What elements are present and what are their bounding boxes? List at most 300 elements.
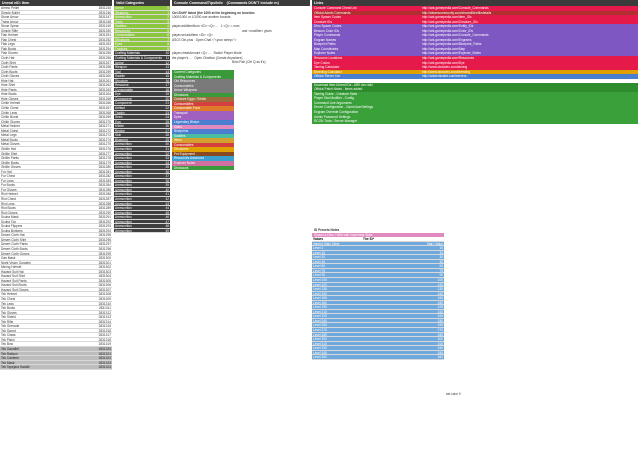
category-tag[interactable]: Consumables — [172, 102, 234, 107]
item-name: Stone Arrow — [1, 15, 19, 20]
category-value: 45 — [165, 210, 169, 215]
item-id: 2831317 — [98, 333, 111, 338]
presets-values-row: Values The ID* — [312, 237, 444, 242]
category-row[interactable] — [114, 229, 170, 234]
item-name: Night Vision Goggles — [1, 260, 31, 265]
link-url[interactable]: http://ark.gamepedia.com/Item_IDs — [420, 15, 638, 20]
category-value: 22 — [165, 106, 169, 111]
link-title: Dino Spawn Codes — [312, 24, 420, 29]
preset-label: Level 165 — [313, 296, 327, 301]
preset-value: 150 — [437, 291, 443, 296]
item-id: 2831292 — [98, 219, 111, 224]
item-name: Tek Sword — [1, 328, 16, 333]
category-value: 10 — [165, 51, 169, 56]
console-tip: Bind Fish (Ctrl Q as it's) — [232, 60, 266, 65]
category-name: Weapon — [115, 65, 127, 70]
item-name: Metal Helmet — [1, 124, 20, 129]
item-name: Ghillie Boots — [1, 160, 19, 165]
item-name: Cloth Gloves — [1, 74, 20, 79]
preset-value: Stat / Value — [426, 241, 443, 246]
item-name: Flak Helmet — [1, 33, 19, 38]
preset-value: 75 — [439, 268, 443, 273]
item-id: 2831272 — [98, 128, 111, 133]
category-tag[interactable]: Consumable Food — [172, 106, 234, 111]
item-id: 2831285 — [98, 187, 111, 192]
item-name: Fur Legs — [1, 178, 14, 183]
category-value: 36 — [165, 169, 169, 174]
item-name: Ghillie Shirt — [1, 151, 18, 156]
category-name: Ammunition — [115, 183, 132, 188]
link-title: Item Spawn Codes — [312, 15, 420, 20]
item-name: Flak Legs — [1, 42, 15, 47]
item-name: Tek Tapejara Saddle — [1, 365, 30, 370]
category-value: 35 — [165, 165, 169, 170]
item-id: 2831265 — [98, 96, 111, 101]
item-name: Metal Gloves — [1, 142, 20, 147]
preset-label: Level 330 — [313, 346, 327, 351]
resource-link[interactable]: Command Line Arguments — [312, 101, 638, 106]
link-url[interactable]: http://ark.gamepedia.com/Map — [420, 47, 638, 52]
item-id: 2831318 — [98, 337, 111, 342]
item-id: 2831262 — [98, 83, 111, 88]
preset-label: Level 1 — [313, 246, 324, 251]
item-name: Tek Legs — [1, 301, 14, 306]
category-tag[interactable]: Resources Advanced — [172, 156, 234, 161]
category-value: 2 — [167, 15, 169, 20]
presets-title: ID Presets Notes — [312, 228, 444, 233]
category-tag[interactable]: Dinosaurs — [172, 166, 234, 171]
item-id: 2831266 — [98, 101, 111, 106]
category-value: 41 — [165, 192, 169, 197]
link-url[interactable]: http://arkdedicated.com/servers — [420, 74, 638, 79]
item-name: Flak Boots — [1, 46, 17, 51]
preset-label: Level 270 — [313, 328, 327, 333]
preset-value: 360 — [437, 355, 443, 360]
console-tip: player.addItemNum <ID> <Q> ... 1 <Q> = num — [172, 24, 240, 29]
item-id: 2831312 — [98, 310, 111, 315]
preset-value: 135 — [437, 287, 443, 292]
category-name: Saddle — [115, 74, 125, 79]
resource-link[interactable]: Player Stat Modifier - Config — [312, 96, 638, 101]
category-value: 39 — [165, 183, 169, 188]
category-name: Seed — [115, 115, 123, 120]
category-tag[interactable]: Transport — [172, 111, 234, 116]
category-name: Ammunition — [115, 228, 132, 233]
category-value: 4 — [167, 24, 169, 29]
category-name: Component — [115, 96, 132, 101]
item-id: 2831321 — [98, 351, 111, 356]
item-name: Cloth Boots — [1, 69, 18, 74]
link-url[interactable]: http://ark.gamepedia.com/Color_IDs — [420, 29, 638, 34]
category-name: Ammunition — [115, 201, 132, 206]
category-name: Skin — [115, 133, 122, 138]
item-name: Ghillie Gloves — [1, 165, 21, 170]
item-id: 2831260 — [98, 74, 111, 79]
category-value: 0 — [167, 6, 169, 10]
item-name: Riot Helmet — [1, 192, 18, 197]
side-note: set color 0 — [446, 392, 461, 396]
preset-value: 270 — [437, 328, 443, 333]
category-value: 25 — [165, 119, 169, 124]
item-id: 2831324 — [98, 365, 111, 370]
category-value: 38 — [165, 178, 169, 183]
item-name: Riot Chest — [1, 196, 16, 201]
item-name: Tek Helmet — [1, 292, 17, 297]
preset-label: Level 45 — [313, 259, 326, 264]
preset-value: 90 — [439, 273, 443, 278]
preset-label: Level 60 — [313, 264, 326, 269]
item-id: 2831304 — [98, 274, 111, 279]
item-id: 2831320 — [98, 347, 111, 352]
preset-label: Level 345 — [313, 350, 327, 355]
category-value: 6 — [167, 33, 169, 38]
category-value: 7 — [167, 37, 169, 42]
category-value: 31 — [165, 146, 169, 151]
preset-value: 300 — [437, 337, 443, 342]
preset-value: 330 — [437, 346, 443, 351]
item-id: 2831264 — [98, 92, 111, 97]
link-title: Breeding Calculator — [312, 70, 420, 75]
links-column — [312, 0, 638, 124]
category-name: Saddles — [115, 24, 127, 29]
item-name: Hide Boots — [1, 92, 17, 97]
category-name: Structure — [115, 78, 128, 83]
preset-value: 255 — [437, 323, 443, 328]
item-name: Metal Legs — [1, 133, 17, 138]
item-name: Flak Gloves — [1, 51, 18, 56]
item-name: Hide Pants — [1, 87, 17, 92]
category-name: Tool — [115, 69, 121, 74]
category-tag[interactable]: Saddles — [172, 134, 234, 139]
category-tag[interactable]: Items — [172, 138, 234, 143]
category-name: Trophies — [115, 46, 128, 51]
item-name: Tek Grenade — [1, 324, 20, 329]
preset-label: Level 135 — [313, 287, 327, 292]
link-title: Beacon Color IDs — [312, 29, 420, 34]
category-value: 48 — [165, 224, 169, 229]
category-value: 21 — [165, 101, 169, 106]
preset-value: 10 — [439, 246, 443, 251]
item-name: Stone Spear — [1, 24, 19, 29]
link-url[interactable]: http://ark.gamepedia.com/Entity_IDs — [420, 24, 638, 29]
preset-value: 15 — [439, 250, 443, 255]
preset-label: Level 75 — [313, 268, 326, 273]
category-value: 12 — [165, 60, 169, 65]
item-name: Tranq Arrow — [1, 19, 19, 24]
item-name: Mining Helmet — [1, 265, 22, 270]
link-url[interactable]: http://ark.gamepedia.com/Creature_IDs — [420, 20, 638, 25]
category-tag[interactable]: Armor Weapons — [172, 88, 234, 93]
category-name: Consumable — [115, 87, 133, 92]
items-column — [0, 0, 112, 370]
console-tip: the player's ... Open Chatbox (Create Anywhere) — [172, 55, 243, 60]
category-tag[interactable]: Crafting Materials & Components — [172, 75, 234, 80]
item-id: 2831254 — [98, 46, 111, 51]
item-id: 2831246 — [98, 10, 111, 15]
item-id: 2831319 — [98, 342, 111, 347]
item-name: Riot Legs — [1, 201, 15, 206]
item-name: Hide Gloves — [1, 96, 19, 101]
item-name: Hazard Suit Hat — [1, 269, 24, 274]
item-id: 2831291 — [98, 215, 111, 220]
item-name: Tek Railgun — [1, 351, 18, 356]
link-url[interactable]: http://ark.gamepedia.com/Explorer_Notes — [420, 51, 638, 56]
category-tag[interactable]: Dyes — [172, 115, 234, 120]
category-name: Resource — [115, 83, 129, 88]
item-id: 2831251 — [98, 33, 111, 38]
item-id: 2831259 — [98, 69, 111, 74]
category-tag[interactable]: Old Resources — [172, 79, 234, 84]
preset-label: Level 225 — [313, 314, 327, 319]
item-id: 2831322 — [98, 356, 111, 361]
category-value: 18 — [165, 87, 169, 92]
category-tag[interactable]: Explorer Notes — [172, 161, 234, 166]
category-value: 33 — [165, 156, 169, 161]
item-name: Tek Shield — [1, 315, 16, 320]
category-tag[interactable]: Pet Equipment — [172, 152, 234, 157]
preset-label: Level 180 — [313, 300, 327, 305]
item-id: 2831302 — [98, 265, 111, 270]
item-name: Hazard Suit Boots — [1, 283, 27, 288]
category-name: Ammunition — [115, 219, 132, 224]
categories-column — [114, 0, 170, 233]
category-tag[interactable]: Current Categories — [172, 70, 234, 75]
preset-value: 210 — [437, 309, 443, 314]
item-id: 2831306 — [98, 283, 111, 288]
item-id: 2831323 — [98, 360, 111, 365]
item-id: 2831283 — [98, 178, 111, 183]
category-value: 17 — [165, 83, 169, 88]
category-name: Crafting Materials & Components — [115, 56, 162, 61]
item-name: Gas Mask — [1, 256, 16, 261]
category-tag[interactable]: Consumables — [172, 143, 234, 148]
category-name: Ammunition — [115, 165, 132, 170]
item-name: Ghillie Pants — [1, 156, 19, 161]
preset-value: 315 — [437, 341, 443, 346]
link-url[interactable]: http://steamcommunity.com/sharedfiles/filedetails — [420, 11, 638, 16]
link-url[interactable]: http://www.dododex.com/breeding — [420, 70, 638, 75]
item-name: Ghillie Hat — [1, 146, 16, 151]
item-id: 2831286 — [98, 192, 111, 197]
item-name: Hide Hat — [1, 78, 14, 83]
preset-label: Imprint Stats Table — [313, 241, 340, 246]
category-name: Ammunition — [115, 151, 132, 156]
item-name: Desert Cloth Boots — [1, 246, 28, 251]
item-id: 2831287 — [98, 196, 111, 201]
presets-block — [312, 228, 444, 360]
link-url[interactable]: http://ark.gamepedia.com/Console_Commands — [420, 6, 638, 11]
category-name: Resources — [115, 28, 131, 33]
resource-link[interactable]: Engram Override Configuration — [312, 110, 638, 115]
item-id: 2831280 — [98, 165, 111, 170]
item-id: 2831282 — [98, 174, 111, 179]
resource-link[interactable]: Official Patch Notes - Items added — [312, 87, 638, 92]
link-title: Creature IDs — [312, 20, 420, 25]
resource-link[interactable]: RCON Tools / Server Manager — [312, 119, 638, 124]
item-id: 2831253 — [98, 42, 111, 47]
category-value: 15 — [165, 74, 169, 79]
item-id: 2831278 — [98, 156, 111, 161]
category-value: 3 — [167, 19, 169, 24]
preset-label: Level 15 — [313, 250, 326, 255]
item-id: 2831293 — [98, 224, 111, 229]
category-tag[interactable]: Dinosaurs — [172, 93, 234, 98]
category-value: 14 — [165, 69, 169, 74]
item-name: Chitin Gloves — [1, 119, 20, 124]
link-url[interactable]: http://ark.gamepedia.com/Blueprint_Paths — [420, 42, 638, 47]
item-id: 2831316 — [98, 328, 111, 333]
item-name: Fur Hat — [1, 169, 12, 174]
item-name: Cloth Shirt — [1, 60, 16, 65]
preset-label: Level 90 — [313, 273, 326, 278]
category-value: 11 — [165, 56, 169, 61]
preset-value: 240 — [437, 318, 443, 323]
preset-label: Level 30 — [313, 255, 326, 260]
category-name: Egg — [115, 119, 121, 124]
link-title: Official Admin Commands — [312, 11, 420, 16]
link-title: Blueprint Paths — [312, 42, 420, 47]
item-id: 2831269 — [98, 115, 111, 120]
link-title: Resource Locations — [312, 56, 420, 61]
category-value: 9 — [167, 46, 169, 51]
console-tip: and <modifier> gives — [242, 28, 272, 33]
item-id: 2831276 — [98, 146, 111, 151]
category-name: Component — [115, 101, 132, 106]
category-name: Ammunition — [115, 160, 132, 165]
item-id: 2831249 — [98, 24, 111, 29]
category-value: 34 — [165, 160, 169, 165]
item-name: Simple Bullet — [1, 10, 20, 15]
item-id: 2831311 — [98, 306, 111, 311]
item-id: 2831307 — [98, 287, 111, 292]
category-value: 32 — [165, 151, 169, 156]
category-name: Dyes — [115, 42, 123, 47]
preset-label: Level 285 — [313, 332, 327, 337]
categories-header[interactable]: Valid Categories — [114, 0, 170, 6]
preset-value: 60 — [439, 264, 443, 269]
resource-link[interactable]: Server Configuration - GameUserSettings — [312, 105, 638, 110]
category-value: 37 — [165, 174, 169, 179]
category-value: 19 — [165, 92, 169, 97]
item-id: 2831295 — [98, 233, 111, 238]
category-value: 26 — [165, 124, 169, 129]
preset-value: 285 — [437, 332, 443, 337]
item-name: Tek Mask — [1, 360, 15, 365]
resource-link[interactable]: Taming Guide - Creature Stats — [312, 92, 638, 97]
category-tag[interactable]: Legendary Bluepr. — [172, 120, 234, 125]
category-value: 5 — [167, 28, 169, 33]
console-tip: ASCII Ctrl-plus Open Chat <"<your sleep>"> — [172, 37, 237, 42]
link-url[interactable]: http://www.dododex.com/taming — [420, 65, 638, 70]
item-name: Tek Canteen — [1, 356, 19, 361]
category-tag[interactable]: Creature Eggs / Kibble — [172, 97, 234, 102]
item-name: Cloth Pants — [1, 65, 18, 70]
category-value: 24 — [165, 115, 169, 120]
link-url[interactable]: http://ark.gamepedia.com/Console_Commands — [420, 33, 638, 38]
category-name: Ammunition — [115, 178, 132, 183]
category-name: Ammunition — [115, 192, 132, 197]
category-value: 43 — [165, 201, 169, 206]
category-name: Ammunition — [115, 210, 132, 215]
category-name: Armor — [115, 60, 124, 65]
item-name: Scuba Top — [1, 219, 17, 224]
preset-label: Level 120 — [313, 282, 327, 287]
category-tag[interactable]: Structures — [172, 147, 234, 152]
item-name: Hazard Suit Shirt — [1, 274, 26, 279]
category-name: Ammunition — [115, 187, 132, 192]
item-id: 2831275 — [98, 142, 111, 147]
item-id: 2831301 — [98, 260, 111, 265]
item-id: 2831310 — [98, 301, 111, 306]
item-id: 2831250 — [98, 28, 111, 33]
category-value: 20 — [165, 96, 169, 101]
category-value: 27 — [165, 128, 169, 133]
category-tag[interactable]: Skins — [172, 125, 234, 130]
link-row — [312, 74, 638, 79]
item-name: Scuba Flippers — [1, 224, 23, 229]
preset-value: 120 — [437, 282, 443, 287]
link-url[interactable]: http://ark.gamepedia.com/Resources — [420, 56, 638, 61]
category-value: 30 — [165, 142, 169, 147]
category-name: Consumables — [115, 33, 135, 38]
resource-link[interactable]: Download Item Unreal IDs - ARK dev wiki — [312, 83, 638, 88]
item-name: Tek Claws — [1, 333, 16, 338]
link-url[interactable]: http://ark.gamepedia.com/Engrams — [420, 38, 638, 43]
console-tip: player.cheatAmount <Q> ... Switch Player Mode — [172, 51, 242, 56]
category-tag[interactable]: Consumables — [172, 84, 234, 89]
category-name: Ammunition — [115, 196, 132, 201]
item-id: 2831308 — [98, 292, 111, 297]
item-id: 2831299 — [98, 251, 111, 256]
item-id: 2831281 — [98, 169, 111, 174]
category-name: Dye — [115, 92, 121, 97]
category-value: 1 — [167, 10, 169, 15]
preset-row[interactable] — [312, 355, 444, 360]
item-name: Simple Rifle — [1, 28, 19, 33]
category-name: Weapons — [115, 10, 129, 15]
category-name: Tools — [115, 19, 123, 24]
category-name: Trophy — [115, 110, 125, 115]
category-tag[interactable]: Blueprints — [172, 129, 234, 134]
category-name: Ammunition — [115, 174, 132, 179]
preset-value: 180 — [437, 300, 443, 305]
console-header[interactable]: Console Command/Tips/Info (Commands DON'T include rn) — [172, 0, 310, 6]
item-id: 2831313 — [98, 315, 111, 320]
links-header[interactable]: Links — [312, 0, 638, 6]
item-id: 2831274 — [98, 137, 111, 142]
category-value: 44 — [165, 206, 169, 211]
item-id: 2831290 — [98, 210, 111, 215]
category-value: 8 — [167, 42, 169, 47]
item-name: Chitin Legs — [1, 110, 17, 115]
item-row[interactable] — [0, 365, 112, 370]
preset-value: 105 — [437, 278, 443, 283]
category-value: 46 — [165, 215, 169, 220]
item-name: Fur Gloves — [1, 187, 17, 192]
link-url[interactable]: http://ark.gamepedia.com/Dye — [420, 61, 638, 66]
link-title: Console Command Cheat List — [312, 6, 420, 11]
item-id: 2831314 — [98, 319, 111, 324]
item-id: 2831315 — [98, 324, 111, 329]
item-id: 2831289 — [98, 206, 111, 211]
resource-link[interactable]: Admin Password Settings — [312, 115, 638, 120]
preset-value: 45 — [439, 259, 443, 264]
item-id: 2831257 — [98, 60, 111, 65]
item-id: 2831309 — [98, 297, 111, 301]
item-name: Desert Cloth Gloves — [1, 251, 30, 256]
category-value: 13 — [165, 65, 169, 70]
items-header[interactable]: Unreal eID: Item — [0, 0, 112, 6]
